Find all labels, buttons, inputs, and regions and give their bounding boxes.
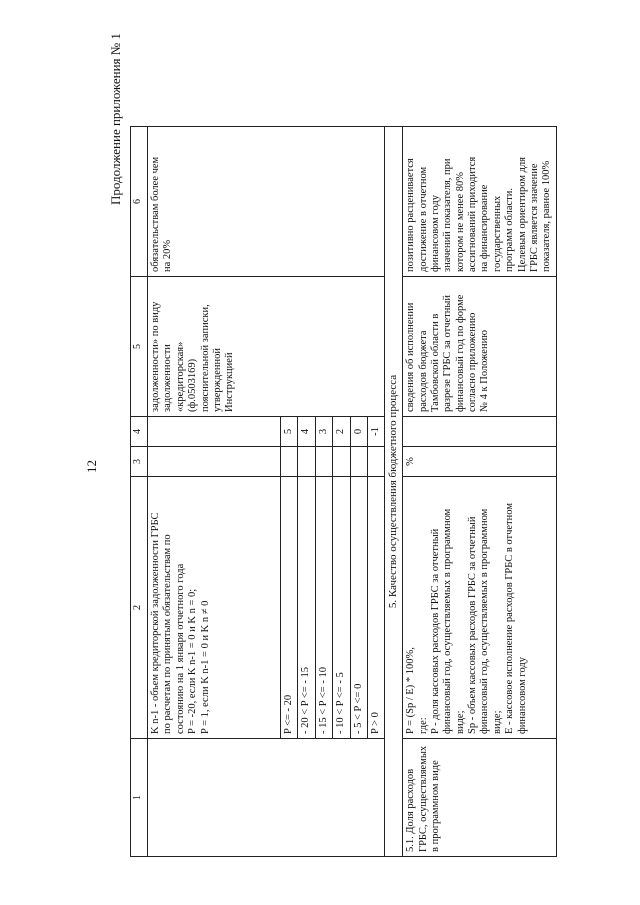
source-line: № 4 к Положению — [479, 329, 491, 412]
note-cell — [148, 127, 385, 277]
scale-score: 5 — [281, 417, 298, 447]
note-line: обязательствам более чем — [150, 156, 161, 272]
source-line: Инструкцией — [224, 352, 236, 412]
formula-line: финансовом году — [516, 656, 528, 734]
note-line: на 20% — [162, 239, 174, 272]
source-line: расходов бюджета — [417, 330, 429, 412]
column-number-row — [131, 127, 148, 857]
source-line: Тамбовской области в — [429, 313, 441, 412]
formula-line: E - кассовое исполнение расходов ГРБС в отчетном — [504, 503, 516, 734]
formula-line: по расчетам по принятым обязательствам по — [162, 534, 174, 734]
note-line: ассигнований приходится — [467, 156, 479, 272]
indicator-name-cell — [148, 739, 385, 857]
unit-cell — [148, 447, 281, 477]
unit-cell: % — [403, 447, 557, 477]
source-line: задолженности» по виду — [150, 301, 161, 412]
note-line: программ области. — [504, 188, 516, 272]
scale-score: 3 — [315, 417, 332, 447]
formula-line: P - доля кассовых расходов ГРБС за отчетный — [429, 528, 441, 734]
formula-line: виде; — [454, 710, 466, 734]
table-row — [403, 127, 557, 857]
note-line: показателя, равное 100% — [541, 160, 553, 272]
col-number: 5 — [131, 277, 148, 417]
score-cell — [403, 417, 557, 447]
scale-condition: - 15 < P <= - 10 — [315, 477, 332, 739]
col-number: 6 — [131, 127, 148, 277]
source-line: сведения об исполнении — [405, 302, 417, 412]
note-line: на финансирование — [479, 184, 491, 272]
formula-line: P = (Sp / E) * 100%, — [405, 647, 417, 734]
indicator-name-cell — [403, 739, 557, 857]
unit-cell — [281, 447, 298, 477]
scale-score: 2 — [333, 417, 350, 447]
note-line: значений показателя, при — [442, 158, 454, 272]
unit-cell — [350, 447, 367, 477]
formula-line: виде; — [491, 710, 503, 734]
formula-line: финансовый год, осуществляемых в программном — [479, 508, 491, 734]
formula-cell — [148, 477, 281, 739]
source-line: финансовый год по форме — [454, 294, 466, 412]
col-number: 3 — [131, 447, 148, 477]
formula-cell — [403, 477, 557, 739]
score-cell — [148, 417, 281, 447]
note-line: достижение в отчетном — [417, 166, 429, 272]
note-line: котором не менее 80% — [454, 172, 466, 272]
col-number: 4 — [131, 417, 148, 447]
scale-condition: - 10 < P <= - 5 — [333, 477, 350, 739]
appendix-continuation-note: Продолжение приложения № 1 — [108, 33, 123, 205]
scale-condition: P > 0 — [367, 477, 384, 739]
col-number: 1 — [131, 739, 148, 857]
note-line: финансовом году — [429, 194, 441, 272]
scale-condition: P <= - 20 — [281, 477, 298, 739]
section-title: 5. Качество осуществления бюджетного процесса — [385, 127, 403, 857]
unit-cell — [315, 447, 332, 477]
unit-cell — [367, 447, 384, 477]
note-line: позитивно расценивается — [405, 158, 417, 272]
indicator-name-line: ГРБС, осуществляемых — [417, 745, 429, 852]
source-cell — [148, 277, 385, 417]
formula-line: состоянию на 1 января отчетного года — [174, 563, 186, 734]
section-row — [385, 127, 403, 857]
scale-score: 0 — [350, 417, 367, 447]
formula-line: P = -20, если K n-1 = 0 и K n = 0; — [187, 588, 199, 734]
unit-cell — [333, 447, 350, 477]
unit-cell — [298, 447, 315, 477]
formula-line: финансовый год, осуществляемых в программном — [442, 508, 454, 734]
note-line: ГРБС является значение — [528, 163, 540, 272]
formula-line: P = 1, если K n-1 = 0 и K n ≠ 0 — [199, 600, 211, 734]
source-line: согласно приложению — [467, 312, 479, 412]
note-line: государственных — [491, 195, 503, 272]
page-number: 12 — [84, 460, 99, 473]
formula-line: где: — [417, 717, 429, 734]
scale-condition: - 5 < P <= 0 — [350, 477, 367, 739]
indicator-table — [130, 126, 557, 857]
source-line: «кредиторская» — [174, 341, 186, 412]
source-cell — [403, 277, 557, 417]
scale-score: 4 — [298, 417, 315, 447]
scale-condition: - 20 < P <= - 15 — [298, 477, 315, 739]
source-line: утвержденной — [211, 347, 223, 412]
formula-line: Sp - объем кассовых расходов ГРБС за отчетный — [467, 516, 479, 734]
source-line: (ф.0503169) — [187, 358, 199, 412]
scale-score: -1 — [367, 417, 384, 447]
table-row — [148, 127, 281, 857]
indicator-name-line: 5.1. Доля расходов — [405, 768, 417, 852]
col-number: 2 — [131, 477, 148, 739]
note-line: Целевым ориентиром для — [516, 156, 528, 272]
source-line: задолженности — [162, 344, 174, 412]
formula-line: K n-1 - объем кредиторской задолженности ГРБС — [150, 512, 161, 734]
indicator-name-line: в программном виде — [429, 760, 441, 852]
source-line: разрезе ГРБС за отчетный — [442, 295, 454, 412]
note-cell — [403, 127, 557, 277]
source-line: пояснительной записки, — [199, 304, 211, 412]
